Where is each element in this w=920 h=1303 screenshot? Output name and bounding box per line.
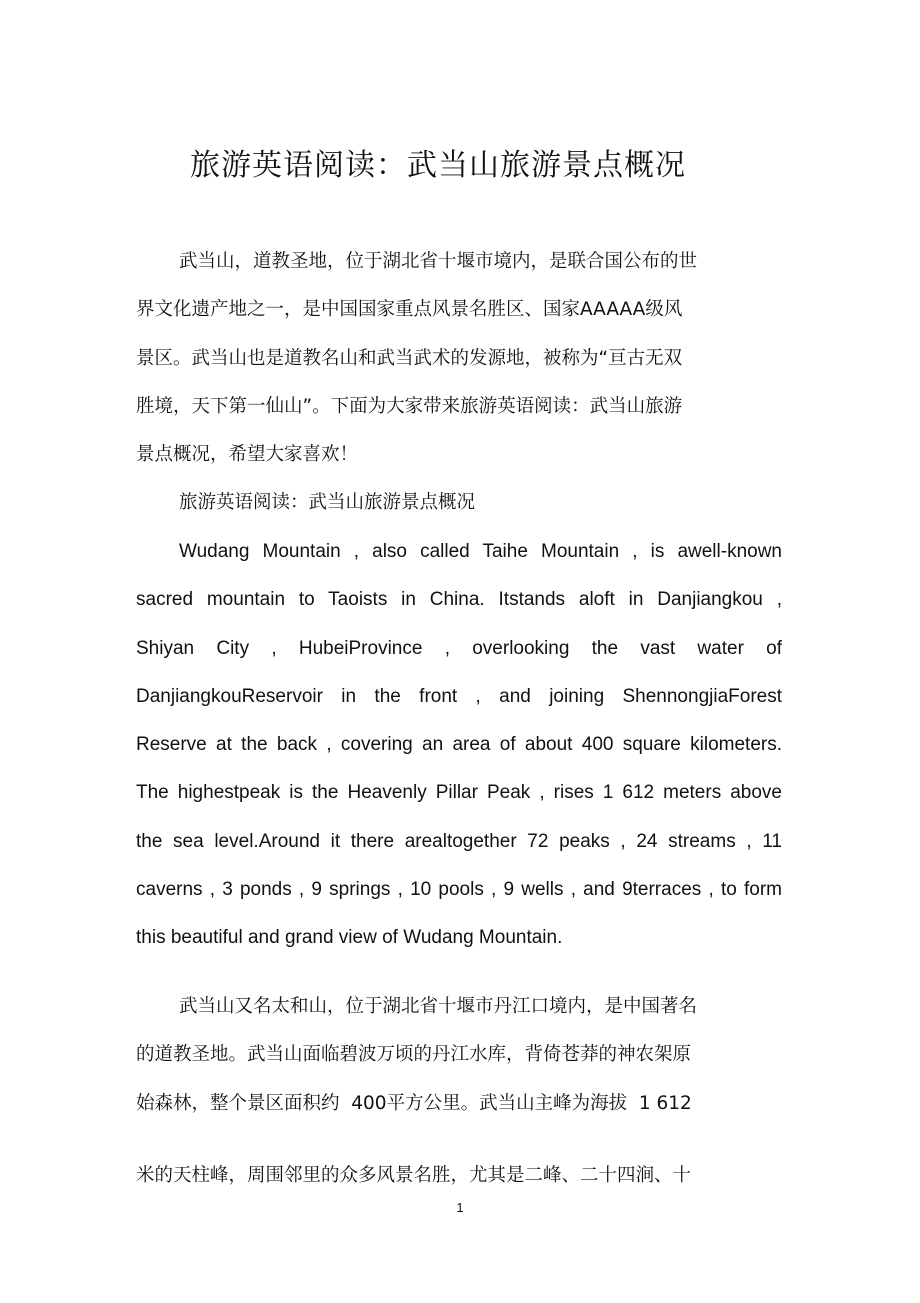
text-line: sacred mountain to Taoists in China. Itstands aloft in Danjiangkou , xyxy=(136,589,782,611)
intro-paragraph xyxy=(136,238,782,528)
text-line: 的道教圣地。武当山面临碧波万顷的丹江水库，背倚苍莽的神农架原 xyxy=(136,1044,692,1066)
text-line: 景区。武当山也是道教名山和武当武术的发源地，被称为“亘古无双 xyxy=(136,347,683,369)
english-paragraph xyxy=(136,528,782,963)
text-line: Wudang Mountain , also called Taihe Mountain , is awell-known xyxy=(179,541,782,562)
text-line: 米的天柱峰，周围邻里的众多风景名胜，尤其是二峰、二十四涧、十 xyxy=(136,1164,692,1186)
chinese-paragraph xyxy=(136,983,782,1200)
text-line: 胜境，天下第一仙山”。下面为大家带来旅游英语阅读：武当山旅游 xyxy=(136,395,683,417)
text-line: 始森林，整个景区面积约 400平方公里。武当山主峰为海拔 1 612 xyxy=(136,1092,692,1114)
text-line: 界文化遗产地之一，是中国国家重点风景名胜区、国家AAAAA级风 xyxy=(136,299,683,321)
text-line: this beautiful and grand view of Wudang Mountain. xyxy=(136,927,563,949)
page-number: 1 xyxy=(456,1200,464,1215)
text-line: Reserve at the back , covering an area of about 400 square kilometers. xyxy=(136,734,782,756)
text-line: The highestpeak is the Heavenly Pillar Peak , rises 1 612 meters above xyxy=(136,782,782,804)
text-line: 武当山又名太和山，位于湖北省十堰市丹江口境内，是中国著名 xyxy=(179,996,698,1017)
text-line: 景点概况，希望大家喜欢！ xyxy=(136,444,359,466)
text-line: 武当山，道教圣地，位于湖北省十堰市境内，是联合国公布的世 xyxy=(179,251,698,272)
text-line: the sea level.Around it there arealtogether 72 peaks , 24 streams , 11 xyxy=(136,830,782,852)
text-line: Shiyan City , HubeiProvince , overlooking the vast water of xyxy=(136,637,782,659)
section-subtitle: 旅游英语阅读：武当山旅游景点概况 xyxy=(179,492,476,514)
text-line: DanjiangkouReservoir in the front , and joining ShennongjiaForest xyxy=(136,685,782,707)
text-line: caverns , 3 ponds , 9 springs , 10 pools , 9 wells , and 9terraces , to form xyxy=(136,879,782,901)
document-title: 旅游英语阅读：武当山旅游景点概况 xyxy=(190,148,686,183)
